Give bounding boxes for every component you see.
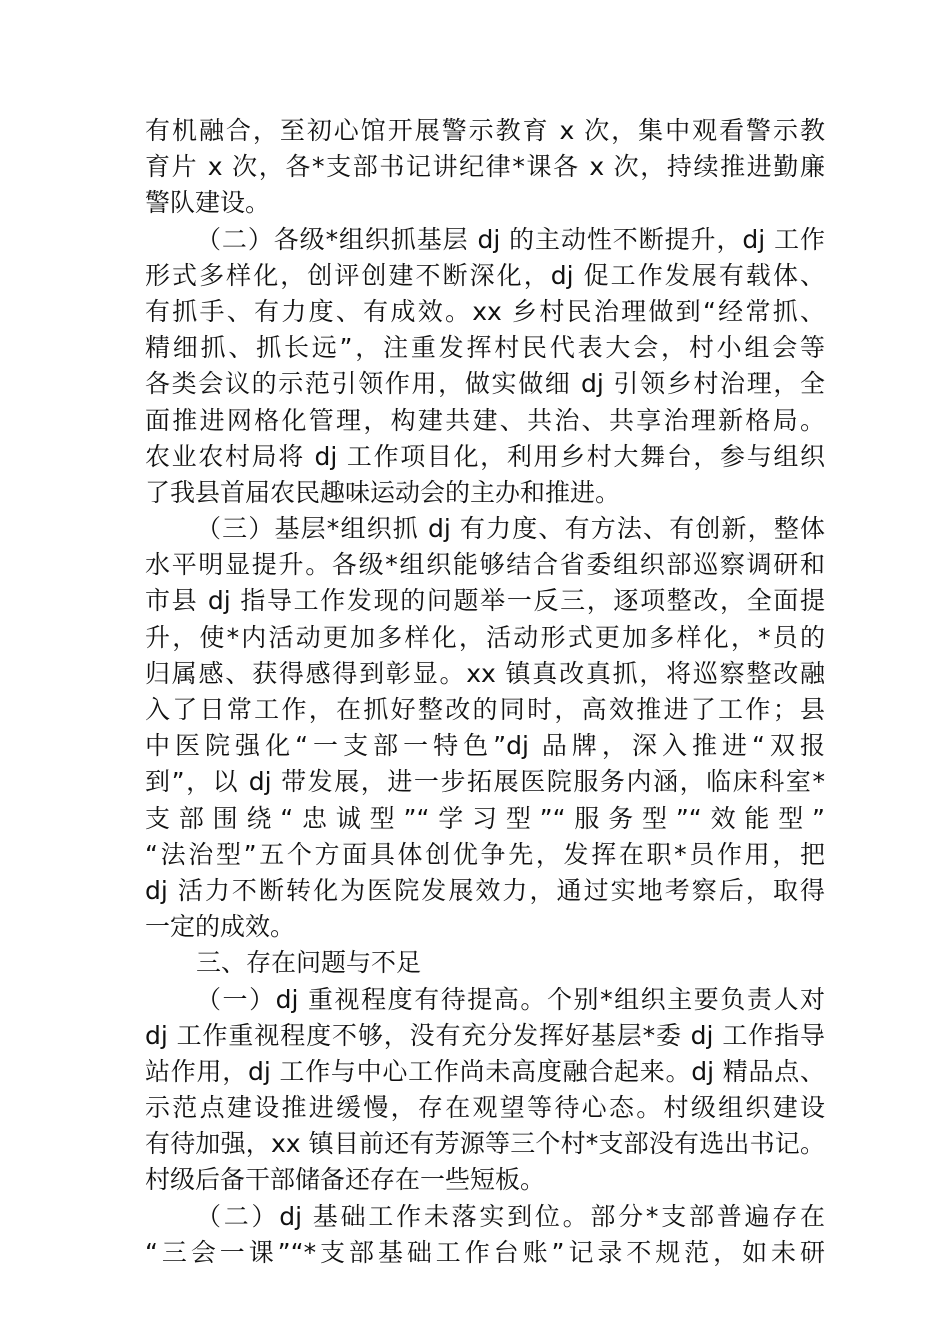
text-line: 了我县首届农民趣味运动会的主办和推进。 [145,477,621,507]
text-line: 示范点建设推进缓慢，存在观望等待心态。村级组织建设 [145,1093,825,1123]
text-line: 精细抓、抓长远”，注重发挥村民代表大会，村小组会等 [145,333,825,363]
paragraph-first-line: （二）各级*组织抓基层 dj 的主动性不断提升，dj 工作 [196,224,825,254]
text-line: 站作用，dj 工作与中心工作尚未高度融合起来。dj 精品点、 [145,1056,825,1086]
text-line: dj 活力不断转化为医院发展效力，通过实地考察后，取得 [145,875,825,905]
paragraph-first-line: （三）基层*组织抓 dj 有力度、有方法、有创新，整体 [196,514,825,544]
text-line: 升，使*内活动更加多样化，活动形式更加多样化，*员的 [145,622,825,652]
section-heading: 三、存在问题与不足 [196,948,422,978]
text-line: 各类会议的示范引领作用，做实做细 dj 引领乡村治理，全 [145,369,825,399]
text-line: 育片 x 次，各*支部书记讲纪律*课各 x 次，持续推进勤廉 [145,152,825,182]
paragraph-first-line: （二）dj 基础工作未落实到位。部分*支部普遍存在 [196,1201,825,1231]
text-line: 有待加强，xx 镇目前还有芳源等三个村*支部没有选出书记。 [145,1129,825,1159]
text-line: 面推进网格化管理，构建共建、共治、共享治理新格局。 [145,405,825,435]
text-line: dj 工作重视程度不够，没有充分发挥好基层*委 dj 工作指导 [145,1020,825,1050]
text-line: 农业农村局将 dj 工作项目化，利用乡村大舞台，参与组织 [145,441,825,471]
text-line: “三会一课”“*支部基础工作台账”记录不规范，如未研 [145,1237,825,1267]
text-line: 形式多样化，创评创建不断深化，dj 促工作发展有载体、 [145,260,825,290]
text-line: 有抓手、有力度、有成效。xx 乡村民治理做到“经常抓、 [145,296,825,326]
document-body [145,113,825,1271]
text-line: “法治型”五个方面具体创优争先，发挥在职*员作用，把 [145,839,825,869]
paragraph-first-line: （一）dj 重视程度有待提高。个别*组织主要负责人对 [196,984,825,1014]
text-line: 市县 dj 指导工作发现的问题举一反三，逐项整改，全面提 [145,586,825,616]
text-line: 有机融合，至初心馆开展警示教育 x 次，集中观看警示教 [145,116,825,145]
text-line: 到”，以 dj 带发展，进一步拓展医院服务内涵，临床科室* [145,767,825,797]
text-line: 水平明显提升。各级*组织能够结合省委组织部巡察调研和 [145,550,825,580]
text-line: 警队建设。 [145,188,271,218]
text-line: 村级后备干部储备还存在一些短板。 [145,1165,546,1195]
text-line: 支部围绕“忠诚型”“学习型”“服务型”“效能型” [145,803,825,833]
text-line: 一定的成效。 [145,912,296,942]
text-line: 归属感、获得感得到彰显。xx 镇真改真抓，将巡察整改融 [145,658,825,688]
text-line: 中医院强化“一支部一特色”dj 品牌，深入推进“双报 [145,731,825,761]
text-line: 入了日常工作，在抓好整改的同时，高效推进了工作；县 [145,695,825,724]
